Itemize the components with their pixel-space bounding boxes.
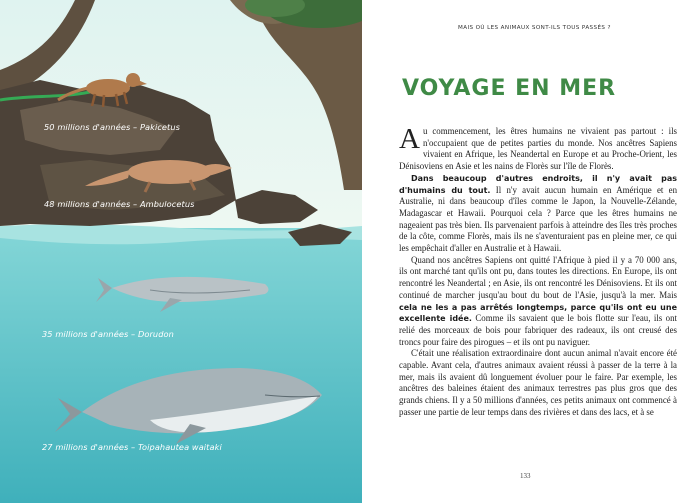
caption-ambulocetus: 48 millions d'années – Ambulocetus <box>44 199 195 209</box>
caption-pakicetus: 50 millions d'années – Pakicetus <box>44 122 181 132</box>
drop-cap: A <box>399 123 420 155</box>
paragraph-4: C'était une réalisation extraordinaire dont aucun animal n'avait encore été capable. Avant cela, d'autres animaux avaient réussi à passer de la terre à la mer, mais ils avaient dû longuement évoluer pour le faire. Par exemple, les ancêtres des baleines étaient des animaux terrestres pas plus gros que des grands chiens. Il y a 50 millions d'années, ces petits animaux ont commencé à passer une partie de leur temps dans des rivières et dans des lacs, et à se <box>399 348 677 417</box>
paragraph-2: Dans beaucoup d'autres endroits, il n'y avait pas d'humains du tout. Il n'y avait aucun humain en Amérique et en Australie, ni dans beaucoup d'îles comme le Japon, la Nouvelle-Zélande, Madagascar et Hawaii. Pourquoi cela ? Parce que les êtres humains ne nageaient pas très bien. Ils parvenaient parfois à atteindre des îles très proches de la côte, comme Florès, mais ils ne s'aventuraient pas en pleine mer, ce qui les empêchait d'aller en Australie et à Hawaii. <box>399 173 678 254</box>
caption-dorudon: 35 millions d'années – Dorudon <box>42 329 174 339</box>
chapter-title: VOYAGE EN MER <box>402 76 617 101</box>
handwritten-highlight: cela ne les a pas arrêtés longtemps, parce qu'ils ont eu une excellente idée. <box>399 302 677 324</box>
text-page <box>362 0 700 503</box>
running-head: MAIS OÙ LES ANIMAUX SONT-ILS TOUS PASSÉS ? <box>458 25 611 31</box>
page-number: 133 <box>520 472 531 480</box>
paragraph-1: Au commencement, les êtres humains ne vivaient pas partout : ils n'occupaient que de petites parties du monde. Nos ancêtres Sapiens vivaient en Afrique, les Neandertal en Europe et au Proche-Orient, les Dénisoviens en Asie et les nains de Florès sur l'île de Florès. <box>399 123 677 172</box>
caption-toipahautea: 27 millions d'années – Toipahautea waitaki <box>42 442 222 452</box>
handwritten-highlight: Dans beaucoup d'autres endroits, il n'y avait pas d'humains du tout. <box>399 173 677 195</box>
body-text <box>399 123 678 419</box>
paragraph-3: Quand nos ancêtres Sapiens ont quitté l'Afrique à pied il y a 70 000 ans, ils ont marché tant qu'ils ont pu, dans toutes les directions. En Europe, ils ont rencontré les Neandertal ; en Asie, ils ont rencontré les Dénisoviens. Et ils ont continué de marcher jusqu'au bout du bout de l'Asie, jusqu'à la mer. Mais cela ne les a pas arrêtés longtemps, parce qu'ils ont eu une excellente idée. Comme ils savaient que le bois flotte sur l'eau, ils ont relié des morceaux de bois pour fabriquer des radeaux, ils ont creusé des troncs pour faire des pirogues – et ils ont pu naviguer. <box>399 254 677 347</box>
